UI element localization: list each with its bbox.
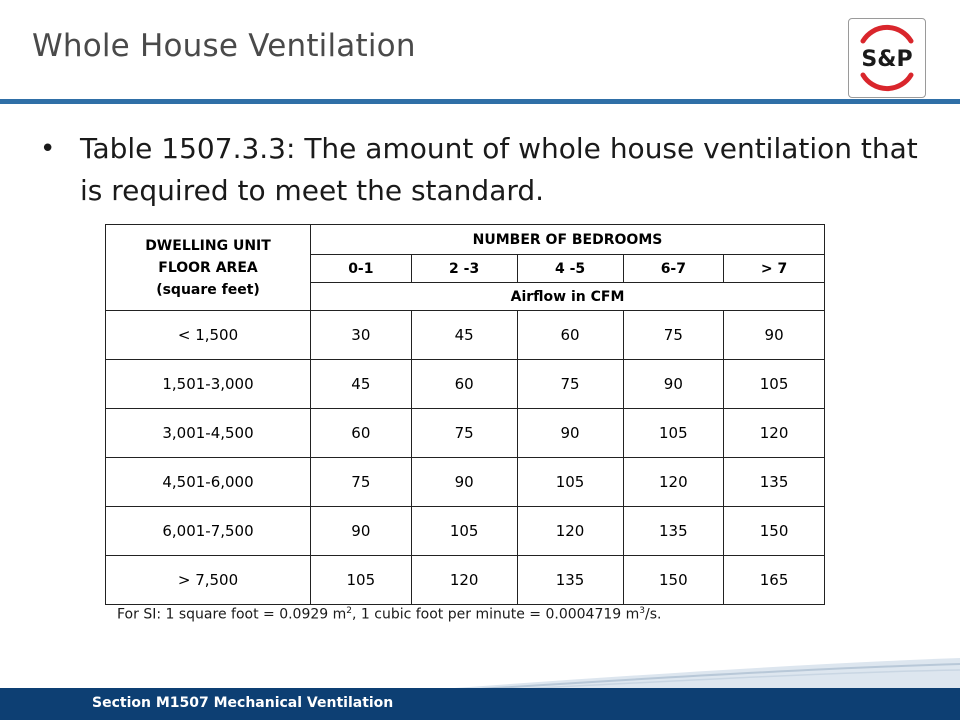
cfm-cell: 60	[311, 409, 412, 458]
cfm-cell: 90	[311, 507, 412, 556]
footnote-superscript: 2	[346, 606, 352, 616]
cfm-cell: 45	[411, 311, 517, 360]
area-cell: 3,001-4,500	[106, 409, 311, 458]
table-row	[106, 458, 825, 507]
bedroom-column-header: 4 -5	[517, 255, 623, 283]
cfm-cell: 75	[623, 311, 724, 360]
area-cell: 1,501-3,000	[106, 360, 311, 409]
cfm-cell: 150	[623, 556, 724, 605]
cfm-cell: 75	[311, 458, 412, 507]
area-cell: 6,001-7,500	[106, 507, 311, 556]
table-row	[106, 507, 825, 556]
bedroom-column-header: > 7	[724, 255, 825, 283]
cfm-cell: 90	[517, 409, 623, 458]
cfm-cell: 90	[623, 360, 724, 409]
cfm-cell: 120	[623, 458, 724, 507]
cfm-cell: 105	[411, 507, 517, 556]
cfm-cell: 60	[411, 360, 517, 409]
table-row	[106, 311, 825, 360]
cfm-cell: 90	[724, 311, 825, 360]
sp-logo	[848, 18, 926, 98]
bullet-point	[40, 128, 930, 212]
cfm-cell: 150	[724, 507, 825, 556]
area-cell: > 7,500	[106, 556, 311, 605]
cfm-cell: 75	[411, 409, 517, 458]
cfm-cell: 165	[724, 556, 825, 605]
cfm-cell: 120	[517, 507, 623, 556]
footer-bar	[0, 688, 960, 720]
cfm-cell: 135	[623, 507, 724, 556]
bedroom-column-header: 0-1	[311, 255, 412, 283]
table-row	[106, 360, 825, 409]
slide-title: Whole House Ventilation	[32, 28, 416, 64]
footnote-part: For SI: 1 square foot = 0.0929 m	[117, 606, 347, 623]
cfm-cell: 105	[517, 458, 623, 507]
cfm-cell: 135	[724, 458, 825, 507]
ventilation-table	[105, 224, 825, 605]
bedrooms-header: NUMBER OF BEDROOMS	[311, 225, 825, 255]
footnote-superscript: 3	[639, 606, 645, 616]
cfm-cell: 105	[623, 409, 724, 458]
footer-swoosh	[0, 650, 960, 690]
cfm-cell: 105	[724, 360, 825, 409]
airflow-header: Airflow in CFM	[311, 283, 825, 311]
area-cell: 4,501-6,000	[106, 458, 311, 507]
cfm-cell: 120	[724, 409, 825, 458]
cfm-cell: 45	[311, 360, 412, 409]
area-header-line: DWELLING UNIT	[145, 237, 271, 254]
table-row	[106, 556, 825, 605]
bullet-dot-icon: •	[40, 134, 56, 164]
table-row	[106, 409, 825, 458]
footnote-part: /s.	[645, 606, 662, 623]
bedroom-column-header: 6-7	[623, 255, 724, 283]
footnote-part: , 1 cubic foot per minute = 0.0004719 m	[352, 606, 640, 623]
sp-logo-mark	[849, 19, 925, 97]
svg-text:S&P: S&P	[861, 47, 913, 72]
bullet-text: Table 1507.3.3: The amount of whole house ventilation that is required to meet the standard.	[80, 132, 918, 207]
bedroom-column-header: 2 -3	[411, 255, 517, 283]
cfm-cell: 90	[411, 458, 517, 507]
cfm-cell: 60	[517, 311, 623, 360]
area-header-line: FLOOR AREA	[158, 259, 258, 276]
cfm-cell: 135	[517, 556, 623, 605]
cfm-cell: 30	[311, 311, 412, 360]
area-cell: < 1,500	[106, 311, 311, 360]
footer-text: Section M1507 Mechanical Ventilation	[92, 695, 394, 711]
title-rule	[0, 99, 960, 104]
cfm-cell: 120	[411, 556, 517, 605]
si-footnote	[117, 606, 661, 623]
cfm-cell: 105	[311, 556, 412, 605]
cfm-cell: 75	[517, 360, 623, 409]
area-header-line: (square feet)	[156, 281, 260, 298]
area-column-header	[106, 225, 311, 311]
